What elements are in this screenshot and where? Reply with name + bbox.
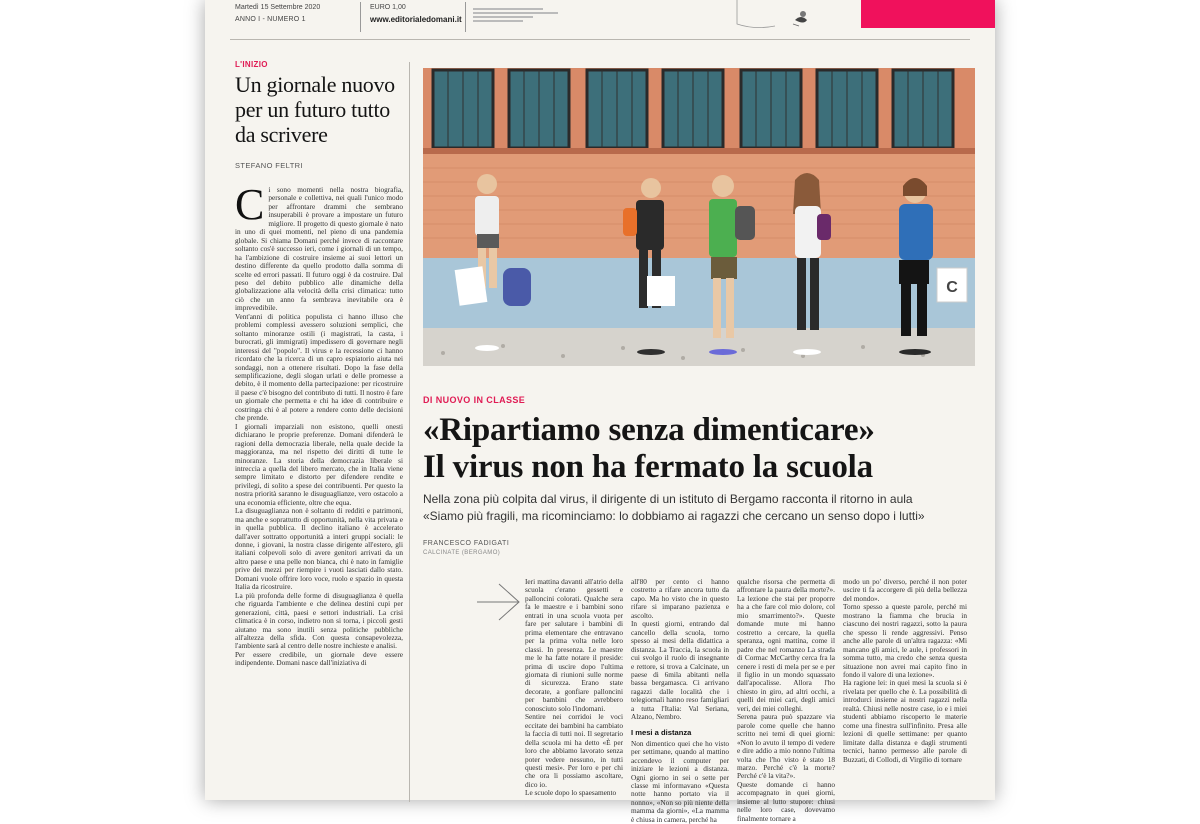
article-paragraph: modo un po' diverso, perché il non poter uscire ti fa accorgere di più della bellezza del mondo». <box>843 577 967 603</box>
weather-map-graphic <box>735 0 845 32</box>
column-rule <box>409 62 410 802</box>
editorial-paragraph: Per essere credibile, un giornale deve essere indipendente. Domani nasce dall'iniziativa di <box>235 649 403 668</box>
article-location: CALCINATE (BERGAMO) <box>423 550 501 556</box>
article-column-3 <box>737 578 835 823</box>
article-paragraph: Queste domande ci hanno accompagnato in quei giorni, insieme al lutto stupore: chiusi nelle loro case, dovevamo finalmente tornare a <box>737 779 835 823</box>
editorial-byline: STEFANO FELTRI <box>235 161 303 170</box>
editorial-paragraph: Vent'anni di politica populista ci hanno illuso che problemi complessi avessero soluzioni semplici, che soltanto minoranze ostili (i magistrati, la casta, i burocrati, gli immigrati) impedissero di governare negli interessi del "popolo". Il virus e la recessione ci hanno ricordato che la ricerca di un capro espiatorio aiuta nei sondaggi, non a ottenere risultati. Dopo la fase della semplificazione, degli slogan urlati e delle promesse a debito, è il momento della partecipazione: per ricostruire il paese c'è bisogno del contributo di tutti. Il nostro è fare un giornale che permetta e chi ha idee di contribuire e costringa chi è al potere a rendere conto delle decisioni che prende. <box>235 311 403 423</box>
newspaper-page <box>205 0 995 824</box>
editorial-paragraph: I giornali imparziali non esistono, quelli onesti dichiarano le proprie preferenze. Domani difenderà le ragioni della democrazia liberale, nella quale decide la maggioranza, ma nel rispetto dei diritti di tutte le minoranze. La storia della democrazia liberale si intreccia a quella del libero mercato, che in Italia viene sempre limitato e distorto per difendere rendite e privilegi, di solito a spese dei contribuenti. Per questo la nostra priorità saranno le disuguaglianze, vero ostacolo a una economia efficiente, oltre che equa. <box>235 421 403 507</box>
article-byline: FRANCESCO FADIGATI <box>423 540 510 547</box>
masthead <box>205 0 995 40</box>
summary-line: «Siamo più fragili, ma ricominciamo: lo dobbiamo ai ragazzi che cercano un senso dopo i lutti» <box>423 509 925 523</box>
masthead-divider <box>360 2 361 32</box>
article-summary <box>423 491 983 525</box>
masthead-divider <box>465 2 466 32</box>
editorial-paragraph: i sono momenti nella nostra biografia, personale e collettiva, nei quali l'unico modo per affrontare drammi che sembrano insuperabili è provare a impostare un futuro migliore. Il progetto di questo giornale è nato in uno di quei momenti, nel pieno di una pandemia globale. Si chiama Domani perché invece di raccontare soltanto cos'è successo ieri, come i giornali di un tempo, ha l'ambizione di costruire insieme ai suoi lettori un destino differente da quello prodotto dalla somma di scelte ed errori passati. Il futuro oggi è da costruire. Dal peso del debito pubblico alle dinamiche della globalizzazione alla velocità della crisi climatica: tutto ciò che un anno fa sembrava inevitabile ora è imprevedibile. <box>235 185 403 313</box>
editorial-kicker: L'INIZIO <box>235 60 268 69</box>
editorial-paragraph: La più profonda delle forme di disuguaglianza è quella che riguarda l'ambiente e che delinea destini cupi per generazioni, città, paesi e settori industriali. La crisi climatica è in corso, indietro non si torna, i piccoli gesti aiutano ma sono inutili senza politiche pubbliche all'altezza della sfida. Con questa consapevolezza, l'ambiente sarà al centro delle nostre inchieste e analisi. <box>235 590 403 651</box>
article-column-2 <box>631 578 729 824</box>
arrow-right-icon <box>475 582 521 622</box>
website-link[interactable]: www.editorialedomani.it <box>370 15 462 24</box>
drop-cap: C <box>235 180 265 229</box>
editorial-paragraph: La disuguaglianza non è soltanto di redditi e patrimoni, ma anche e soprattutto di opportunità, nella vita privata e in quella pubblica. Il declino italiano è accelerato dall'aver sottratto opportunità a interi gruppi sociali: le donne, i giovani, la nostra classe dirigente all'estero, gli italiani colpevoli solo di avere genitori arrivati da un altro paese e una pelle non bianca, chi è nato in famiglie prive dei mezzi per riempire i vuoti lasciati dallo stato. Domani vuole offrire loro voce, ruolo e spazio in questa Italia da ricostruire. <box>235 506 403 592</box>
schoolchildren-photo <box>423 68 975 366</box>
article-paragraph: qualche risorsa che permetta di affrontare la paura della morte?». La lezione che stai per proporre ha a che fare col mio dolore, col mio smarrimento?». Queste domande mute mi hanno costretto a cercare, la quella speranza, ogni mattina, come il padre che nel romanzo La strada di Cormac McCarthy cerca fra la cenere i resti di mela per se e per il figlio in un mondo squassato dall'apocalisse. Allora l'ho chiesto in giro, ad altri occhi, a quelli dei miei cari, degli amici veri, dei miei colleghi. <box>737 577 835 713</box>
issue-date: Martedì 15 Settembre 2020 <box>235 4 321 11</box>
article-column-1 <box>525 578 623 798</box>
masthead-color-block <box>861 0 995 28</box>
issue-number: ANNO I - NUMERO 1 <box>235 16 306 23</box>
article-paragraph: Serena paura può spazzare via parole come quelle che hanno scritto nei temi di quei giorni: «Non lo avuto il tempo di vedere e dire addio a mio nonno l'ultima volta che l'ho visto è stato 18 marzo. Perché c'è la morte? Perché c'è la vita?». <box>737 712 835 781</box>
headline-line: «Ripartiamo senza dimenticare» <box>423 412 875 448</box>
article-paragraph: Ha ragione lei: in quei mesi la scuola si è rivelata per quello che è. La possibilità di introdurci insieme ai nostri ragazzi nella realtà. Chiusi nelle nostre case, io e i miei studenti abbiamo riscoperto le materie come una finestra sull'infinito. Presa alle lezioni di quelle settimane: per quanto limitate dalla distanza e dagli strumenti tecnici, hanno permesso alle parole di Buzzati, di Collodi, di Virgilio di tornare <box>843 678 967 764</box>
publisher-fine-print <box>473 6 563 26</box>
article-headline <box>423 412 983 486</box>
editorial-column <box>235 60 403 668</box>
article-column-4 <box>843 578 967 764</box>
summary-line: Nella zona più colpita dal virus, il dirigente di un istituto di Bergamo racconta il ritorno in aula <box>423 492 913 506</box>
article-paragraph: Le scuole dopo lo spaesamento <box>525 788 617 798</box>
article-paragraph: Sentire nei corridoi le voci eccitate dei bambini ha cambiato la faccia di tutti noi. Il segretario della scuola mi ha detto «È per loro che abbiamo lavorato senza poter vedere nessuno, in tutti questi mesi». Per loro e per chi che ora li possiamo ascoltare, dico io. <box>525 712 623 789</box>
issue-price: EURO 1,00 <box>370 4 406 11</box>
headline-line: Il virus non ha fermato la scuola <box>423 449 873 485</box>
article-paragraph: Ieri mattina davanti all'atrio della scuola c'erano gessetti e palloncini colorati. Qualche sera fa le maestre e i bambini sono entrati in una scuola vuota per fare per salutare i bambini di prima elementare che entravano per la prima volta nelle loro classi. In presenza. Le maestre me le ha fatte notare il preside: prima di uscire dopo l'ultima giornata di riunioni sulle norme di sicurezza. Erano state decorate, a gonfiare palloncini per bambini che avrebbero conosciuto solo l'indomani. <box>525 577 623 713</box>
article-paragraph: Torno spesso a queste parole, perché mi mostrano la fiamma che brucia in ciascuno dei nostri ragazzi, sotto la paura che spesso li rende aggressivi. Penso anche alle parole di un'altra ragazza: «Mi mancano gli amici, le aule, i professori in somma tutto, ma credo che senza questa situazione non avrei mai capito fino in fondo il valore di una lezione». <box>843 602 967 679</box>
article-kicker: DI NUOVO IN CLASSE <box>423 395 526 405</box>
editorial-body <box>235 180 403 668</box>
article-paragraph: In questi giorni, entrando dal cancello della scuola, torno spesso ai mesi della didattica a distanza. La Traccia, la scuola in cui svolgo il ruolo di insegnante e rettore, si trova a Calcinate, un paese di 6mila abitanti nella bassa bergamasca. Ci arrivano ragazzi dalle località che i telegiornali hanno reso famigliari a tutta l'Italia: Val Seriana, Alzano, Nembro. <box>631 619 729 722</box>
editorial-title: Un giornale nuovo per un futuro tutto da scrivere <box>235 72 395 147</box>
photo-sign-letter: C <box>946 279 958 296</box>
article-paragraph: Non dimentico quei che ho visto per settimane, quando al mattino accendevo il computer per iniziare le lezioni a distanza. Ogni giorno in sei o sette per classe mi informavano «Questa notte hanno portato via il nonno», «Non so più niente della mamma da giorni», «La mamma è chiusa in camera, perché ha <box>631 738 729 824</box>
article-subhead: I mesi a distanza <box>631 727 692 737</box>
masthead-rule <box>230 39 970 40</box>
article-paragraph: all'80 per cento ci hanno costretto a rifare ancora tutto da capo. Ma ho visto che in questo rifare si imparano pazienza e ascolto. <box>631 577 729 620</box>
